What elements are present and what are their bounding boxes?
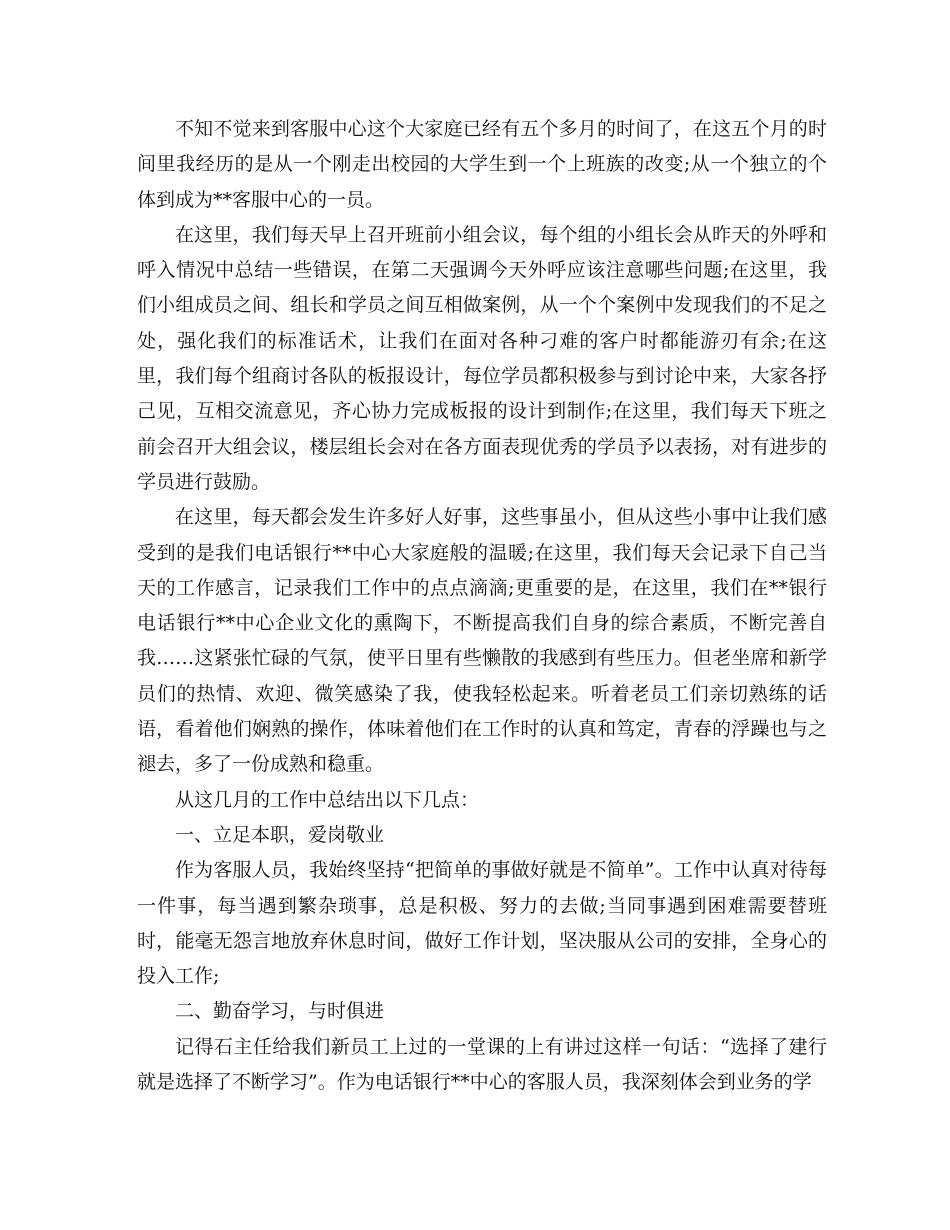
paragraph-summary-lead: 从这几月的工作中总结出以下几点： <box>175 788 480 811</box>
paragraph-point-two: 记得石主任给我们新员工上过的一堂课的上有讲过这样一句话：“选择了建行就是选择了不断学习”。作为电话银行**中心的客服人员，我深刻体会到业务的学 <box>137 1035 827 1094</box>
document-body <box>137 112 827 1100</box>
paragraph-good-deeds: 在这里，每天都会发生许多好人好事，这些事虽小，但从这些小事中让我们感受到的是我们电话银行**中心大家庭般的温暖;在这里，我们每天会记录下自己当天的工作感言，记录我们工作中的点点滴滴;更重要的是，在这里，我们在**银行电话银行**中心企业文化的熏陶下，不断提高我们自身的综合素质，不断完善自我……这紧张忙碌的气氛，使平日里有些懒散的我感到有些压力。但老坐席和新学员们的热情、欢迎、微笑感染了我，使我轻松起来。听着老员工们亲切熟练的话语，看着他们娴熟的操作，体味着他们在工作时的认真和笃定，青春的浮躁也与之褪去，多了一份成熟和稳重。 <box>137 506 827 776</box>
paragraph-meetings: 在这里，我们每天早上召开班前小组会议，每个组的小组长会从昨天的外呼和呼入情况中总结一些错误，在第二天强调今天外呼应该注意哪些问题;在这里，我们小组成员之间、组长和学员之间互相做案例，从一个个案例中发现我们的不足之处，强化我们的标准话术，让我们在面对各种刁难的客户时都能游刃有余;在这里，我们每个组商讨各队的板报设计，每位学员都积极参与到讨论中来，大家各抒己见，互相交流意见，齐心协力完成板报的设计到制作;在这里，我们每天下班之前会召开大组会议，楼层组长会对在各方面表现优秀的学员予以表扬，对有进步的学员进行鼓励。 <box>137 223 827 493</box>
paragraph-intro: 不知不觉来到客服中心这个大家庭已经有五个多月的时间了，在这五个月的时间里我经历的是从一个刚走出校园的大学生到一个上班族的改变;从一个独立的个体到成为**客服中心的一员。 <box>137 118 827 211</box>
heading-point-one: 一、立足本职，爱岗敬业 <box>175 823 385 846</box>
heading-point-two: 二、勤奋学习，与时俱进 <box>175 1000 385 1023</box>
paragraph-point-one: 作为客服人员，我始终坚持“把简单的事做好就是不简单”。工作中认真对待每一件事，每当遇到繁杂琐事，总是积极、努力的去做;当同事遇到困难需要替班时，能毫无怨言地放弃休息时间，做好工作计划，坚决服从公司的安排，全身心的投入工作; <box>137 859 827 988</box>
